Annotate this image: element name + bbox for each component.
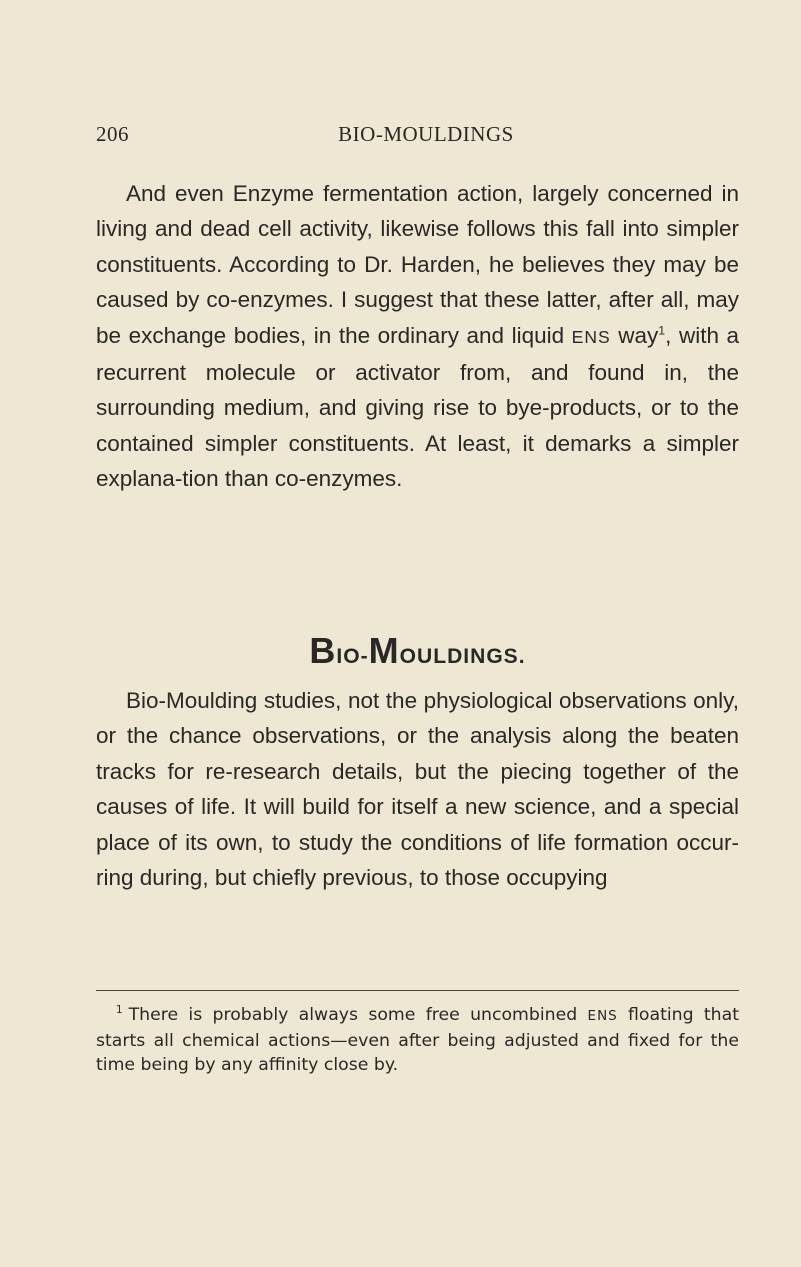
page-number: 206 — [96, 122, 129, 146]
heading-small-caps: OULDINGS. — [399, 645, 526, 668]
running-head — [96, 122, 716, 152]
paragraph-text: way — [610, 322, 659, 348]
paragraph-text: , with a recurrent molecule or activator from, and found in, the surrounding medium, and giving rise to bye-products, or to the contained simpler constituents. At least, it demarks a simpler explana-tion than co-enzymes. — [96, 322, 740, 492]
footnote-marker: 1 — [116, 1004, 123, 1017]
heading-initial: M — [368, 630, 400, 671]
heading-small-caps: IO- — [336, 645, 369, 668]
footnote — [96, 1003, 739, 1078]
running-title: BIO-MOULDINGS — [338, 122, 514, 146]
footnote-text: floating that starts all chemical actions—even after being adjusted and fixed for the time being by any affinity close by. — [96, 1005, 739, 1075]
footnote-reference: 1 — [658, 323, 666, 338]
paragraph-enzyme-fermentation — [96, 176, 739, 497]
ens-small-caps: ENS — [571, 326, 611, 347]
heading-initial: B — [309, 630, 337, 671]
ens-small-caps: ENS — [587, 1008, 618, 1024]
footnote-divider — [96, 990, 739, 991]
paragraph-bio-moulding-studies: Bio-Moulding studies, not the physiological observations only, or the chance observations, or the analysis along the beaten tracks for re-research details, but the piecing together of the causes of life. It will build for itself a new science, and a special place of its own, to study the conditions of life formation occur-ring during, but chiefly previous, to those occupying — [96, 688, 739, 891]
paragraph-text: And even Enzyme fermentation action, largely concerned in living and dead cell activity, likewise follows this fall into simpler constituents. According to Dr. Harden, he believes they may be caused by co-enzymes. I suggest that these latter, after all, may be exchange bodies, in the ordinary and liquid — [96, 181, 739, 348]
section-heading — [96, 630, 739, 672]
footnote-text: There is probably always some free uncombined — [128, 1005, 588, 1025]
